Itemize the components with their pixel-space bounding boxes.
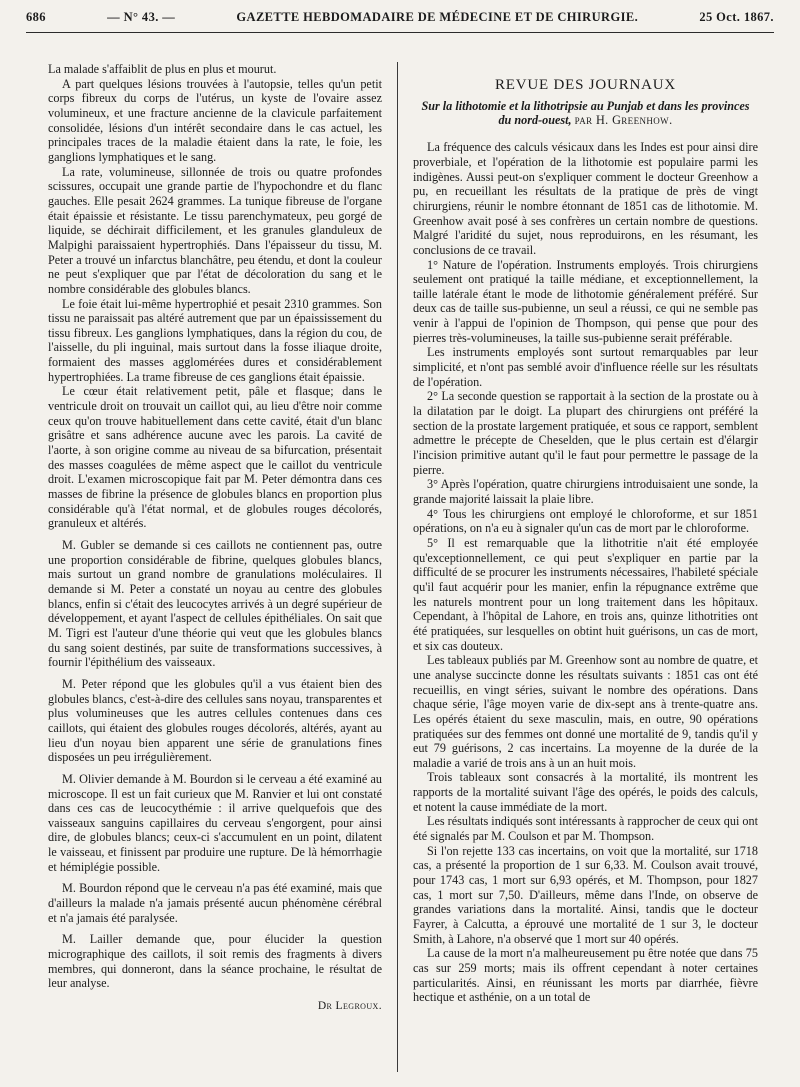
paragraph: 5° Il est remarquable que la lithotritie n'ait été employée qu'exceptionnellement, ce qui peut s'expliquer en partie par la difficulté de se procurer les instruments nécessaires, l'habileté spéciale qu'il faut acquérir pour les manier, enfin la répugnance extrême que les naturels montrent pour un long traitement dans les hôpitaux. Cependant, à l'hôpital de Lahore, en trois ans, quinze lithotrities ont été pratiquées, sur lesquelles on obtint huit guérisons, un cas de mort, et six cas douteux. [413,535,758,653]
issue-date: 25 Oct. 1867. [699,9,774,24]
article-title-text: Sur la lithotomie et la lithotripsie au Punjab et dans les provinces du nord-ouest, [421,98,750,128]
paragraph: M. Gubler se demande si ces caillots ne contiennent pas, outre une proportion considérable de fibrine, quelques globules blancs, mais surtout un grand nombre de granulations moléculaires. Il demande si M. Peter a constaté un noyau au centre des globules blancs, enfin si c'était des leucocytes arrivés à un degré supérieur de développement, et ayant l'aspect de cellules épithéliales. On sait que M. Tigri est l'auteur d'une théorie qui veut que les globules blancs du sang soient destinés, par suite de transformations successives, à fournir l'épithélium des vaisseaux. [48,538,382,670]
section-title: REVUE DES JOURNAUX [494,77,677,93]
paragraph: La cause de la mort n'a malheureusement pu être notée que dans 75 cas sur 259 morts; mais ils offrent cependant à noter certaines particularités. Ainsi, en réunissant les morts par diarrhée, fièvre hectique et asthénie, on a un total de [413,946,758,1005]
paragraph: Trois tableaux sont consacrés à la mortalité, ils montrent les rapports de la mortalité suivant l'âge des opérés, le poids des calculs, et notent la cause immédiate de la mort. [413,770,758,814]
page-number: 686 [26,9,46,24]
left-column [48,62,382,1014]
paragraph: 4° Tous les chirurgiens ont employé le chloroforme, et sur 1851 opérations, on n'a eu à signaler qu'un cas de mort par le chloroforme. [413,506,758,536]
page-header [26,6,774,28]
paragraph: Les résultats indiqués sont intéressants à rapprocher de ceux qui ont été signalés par M. Coulson et par M. Thompson. [413,814,759,844]
paragraph: 2° La seconde question se rapportait à la section de la prostate ou à la dilatation par le doigt. La plupart des chirurgiens ont préféré la section de la prostate largement pratiquée, et sous ce rapport, semblent admettre le précepte de Cheselden, que le plus certain est d'élargir l'incision primitive autant qu'il le faut pour permettre le passage de la pierre. [413,389,758,477]
paragraph: M. Olivier demande à M. Bourdon si le cerveau a été examiné au microscope. Il est un fait curieux que M. Ranvier et lui ont constaté dans ces cas de leucocythémie : il arrive quelquefois que des vaisseaux sanguins capillaires du cerveau s'engorgent, pour ainsi dire, de globules blancs; ceux-ci s'accumulent en un point, dilatent le vaisseau, et finissent par produire une rupture. De là hémorrhagie et hémiplégie possible. [48,771,382,874]
column-divider [397,62,398,1072]
paragraph: La malade s'affaiblit de plus en plus et mourut. [48,62,277,76]
paragraph: A part quelques lésions trouvées à l'autopsie, telles qu'un petit corps fibreux du corps de l'utérus, un kyste de l'ovaire assez volumineux, et une fracture ancienne de la clavicule parfaitement consolidée, lésions d'un intérêt secondaire dans le cas actuel, les principales traces de la maladie étaient dans la rate, le foie, les ganglions lymphatiques et le sang. [48,76,382,164]
issue-number: — N° 43. — [107,9,176,24]
journal-title: GAZETTE HEBDOMADAIRE DE MÉDECINE ET DE CHIRURGIE. [236,9,639,24]
article-title [413,99,758,129]
paragraph: M. Lailler demande que, pour élucider la question micrographique des caillots, il soit remis des fragments à divers membres, qui donneront, dans la séance prochaine, le résultat de leur analyse. [48,932,382,991]
paragraph: M. Peter répond que les globules qu'il a vus étaient bien des globules blancs, c'est-à-dire des cellules sans noyau, transparentes et plus volumineuses que les autres cellules contenues dans ces caillots, qui étaient des globules rouges décolorés, altérés, ayant au lieu d'un noyau bien apparent une série de granulations fines disposées un peu irrégulièrement. [48,676,382,765]
author-signature: Dr Legroux. [317,1000,382,1013]
paragraph: M. Bourdon répond que le cerveau n'a pas été examiné, mais que d'ailleurs la malade n'a jamais présenté aucun phénomène cérébral et n'a jamais été paralysée. [48,881,382,925]
paragraph: La fréquence des calculs vésicaux dans les Indes est pour ainsi dire proverbiale, et l'opération de la lithotomie est populaire parmi les indigènes. Aussi peut-on s'expliquer comment le docteur Greenhow a pu, en recueillant les résultats de la pratique de près de vingt chirurgiens, réunir le nombre étonnant de 1851 cas de lithotomie. M. Greenhow avait posé à ses confrères un certain nombre de questions. Malgré l'aridité du sujet, nous reproduirons, en les résumant, les conclusions de ce travail. [413,140,758,257]
article-author: par H. Greenhow. [574,113,673,128]
paragraph: 1° Nature de l'opération. Instruments employés. Trois chirurgiens seulement ont pratiqué la taille médiane, et exceptionnellement, la taille latérale étant le mode de lithotomie généralement préféré. Sur deux cas de taille sus-pubienne, un seul a réussi, ce qui ne semble pas venir à l'appui de l'opinion de Thompson, qui pense que pour des pierres très-volumineuses, la taille sus-pubienne serait préférable. [413,257,758,345]
paragraph: Si l'on rejette 133 cas incertains, on voit que la mortalité, sur 1718 cas, a présenté la proportion de 1 sur 6,33. M. Coulson avait trouvé, pour 1743 cas, 1 mort sur 6,93 opérés, et M. Thompson, pour 1827 cas, 1 mort sur 7,50. D'ailleurs, même dans l'Inde, on observe de grandes variations dans la mortalité. Ainsi, tandis que le docteur Fayrer, à Calcutta, a éprouvé une mortalité de 1 sur 3, le docteur Smith, à Lahore, n'a observé que 1 mort sur 40 opérés. [413,843,758,946]
paragraph: La rate, volumineuse, sillonnée de trois ou quatre profondes scissures, occupait une grande partie de l'hypochondre et du flanc gauches. Elle pesait 2624 grammes. La tunique fibreuse de l'organe était épaissie et résistante. Le tissu parenchymateux, peu gorgé de liquide, se déchirait difficilement, et les granules glanduleux de Malpighi paraissaient hypertrophiés. Dans l'épaisseur du tissu, M. Peter a trouvé un infarctus blanchâtre, peu étendu, et dont la couleur ne peut s'expliquer que par l'état de décoloration du sang et le nombre considérable des globules blancs. [48,164,382,296]
paragraph: Le foie était lui-même hypertrophié et pesait 2310 grammes. Son tissu ne paraissait pas altéré autrement que par un épaississement du tissu fibreux. Les ganglions lymphatiques, dans la région du cou, de l'aisselle, du pli inguinal, mais surtout dans la fosse iliaque droite, formaient des masses agglomérées dures et considérablement hypertrophiées. La trame fibreuse de ces ganglions était épaissie. [48,296,382,384]
paragraph: Les instruments employés sont surtout remarquables par leur simplicité, et n'ont pas semblé avoir d'influence réelle sur les résultats de l'opération. [413,345,758,389]
paragraph: Le cœur était relativement petit, pâle et flasque; dans le ventricule droit on trouvait un caillot qui, au lieu d'être noir comme ceux qu'on trouve habituellement dans cette cavité, était d'un blanc grisâtre et sans adhérence aucune avec les parois. La cavité de l'aorte, à son origine comme au niveau de sa bifurcation, présentait des masses coagulées de même aspect que le caillot du ventricule droit. L'examen microscopique fait par M. Peter démontra dans ces masses de fibrine la présence de globules blancs en proportion plus considérable qu'à l'état normal, et de globules rouges décolorés, granuleux et altérés. [48,384,382,531]
header-rule [26,32,774,33]
paragraph: Les tableaux publiés par M. Greenhow sont au nombre de quatre, et une analyse succincte donne les résultats suivants : 1851 cas ont été recueillis, en vingt séries, suivant le nombre des opérations. Dans chaque série, l'âge moyen varie de dix-sept ans à trente-quatre ans. Les opérés étaient du sexe masculin, mais, en outre, 90 opérations pratiquées sur des femmes ont donné une mortalité de 9, tandis qu'il y eut 79 guérisons, 2 cas incertains. La moyenne de la durée de la maladie a varié de trois ans à un an huit mois. [413,653,758,770]
right-column [413,78,758,1005]
paragraph: 3° Après l'opération, quatre chirurgiens introduisaient une sonde, la grande majorité laissait la plaie libre. [413,477,758,506]
